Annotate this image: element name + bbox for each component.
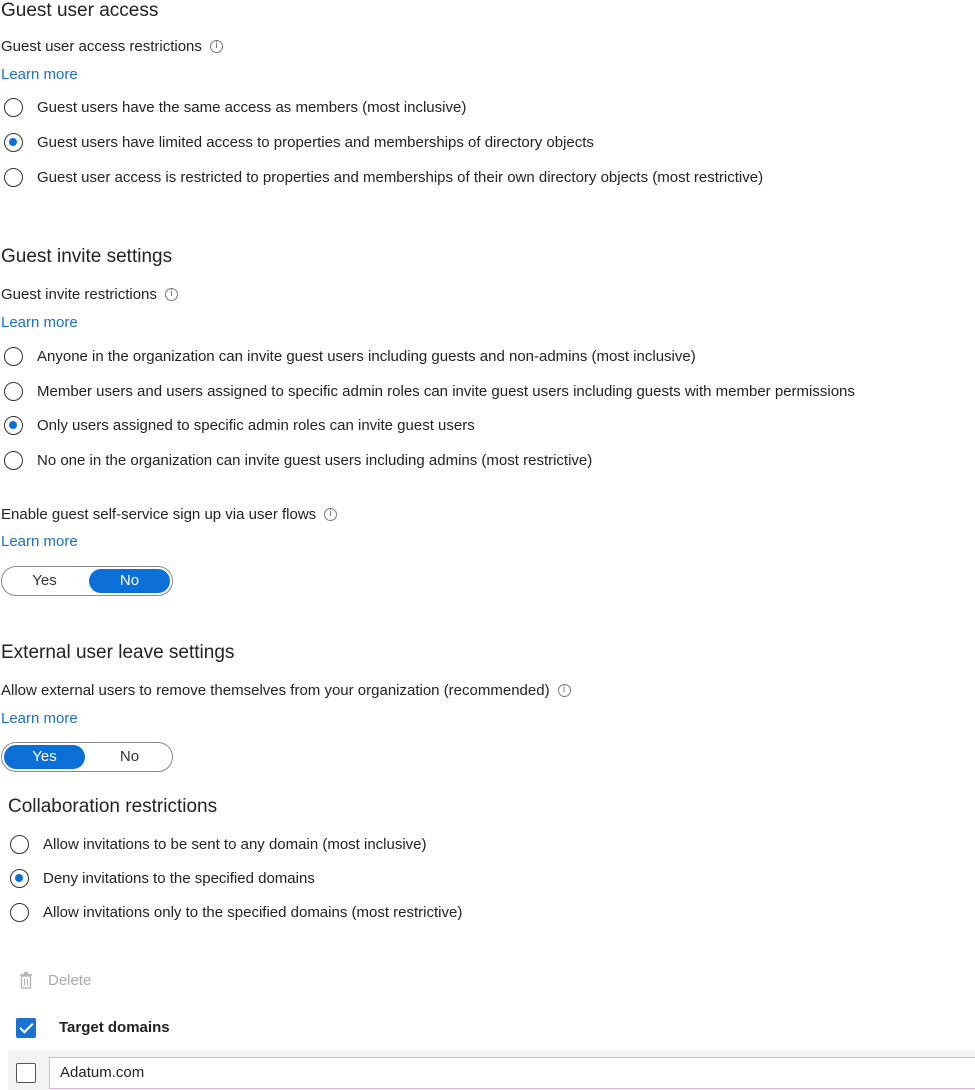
self-service-toggle-no[interactable]: No — [89, 569, 170, 593]
invite-restrictions-label — [1, 286, 178, 303]
self-service-label — [1, 506, 337, 523]
option-label: Guest user access is restricted to properties and memberships of their own directory objects (most restrictive) — [37, 169, 764, 186]
invite-option-2[interactable] — [4, 416, 475, 435]
radio-button[interactable] — [10, 903, 29, 922]
radio-button[interactable] — [4, 168, 23, 187]
guest-access-option-0[interactable] — [4, 98, 466, 117]
radio-button[interactable] — [4, 347, 23, 366]
collab-option-1[interactable] — [10, 869, 315, 888]
self-service-toggle[interactable] — [1, 566, 173, 596]
info-icon[interactable]: i — [210, 40, 223, 53]
leave-label-text: Allow external users to remove themselves from your organization (recommended) — [1, 682, 550, 699]
domain-input[interactable]: Adatum.com — [49, 1057, 975, 1089]
guest-access-restrictions-label — [1, 38, 223, 55]
self-service-learn-more-link[interactable]: Learn more — [1, 533, 78, 550]
collab-heading: Collaboration restrictions — [8, 796, 218, 817]
option-label: Allow invitations to be sent to any domain (most inclusive) — [43, 836, 427, 853]
leave-toggle-yes[interactable]: Yes — [4, 745, 85, 769]
target-domains-header: Target domains — [59, 1019, 170, 1036]
option-label: Guest users have limited access to properties and memberships of directory objects — [37, 134, 594, 151]
trash-icon — [19, 972, 33, 989]
option-label: Guest users have the same access as members (most inclusive) — [37, 99, 467, 116]
option-label: Only users assigned to specific admin roles can invite guest users — [37, 417, 475, 434]
invite-option-1[interactable] — [4, 382, 855, 401]
option-label: Allow invitations only to the specified domains (most restrictive) — [43, 904, 463, 921]
invite-option-3[interactable] — [4, 451, 592, 470]
option-label: Deny invitations to the specified domains — [43, 870, 315, 887]
invite-option-0[interactable] — [4, 347, 696, 366]
guest-access-heading: Guest user access — [1, 0, 159, 21]
radio-button-selected[interactable] — [10, 869, 29, 888]
collab-option-2[interactable] — [10, 903, 462, 922]
radio-button[interactable] — [10, 835, 29, 854]
radio-button[interactable] — [4, 382, 23, 401]
delete-button[interactable] — [19, 972, 91, 989]
radio-button-selected[interactable] — [4, 133, 23, 152]
collab-option-0[interactable] — [10, 835, 427, 854]
option-label: Anyone in the organization can invite guest users including guests and non-admins (most inclusive) — [37, 348, 696, 365]
info-icon[interactable]: i — [558, 684, 571, 697]
delete-label: Delete — [48, 972, 92, 989]
option-label: No one in the organization can invite guest users including admins (most restrictive) — [37, 452, 593, 469]
select-all-checkbox[interactable] — [16, 1018, 36, 1038]
info-icon[interactable]: i — [324, 508, 337, 521]
radio-button-selected[interactable] — [4, 416, 23, 435]
guest-access-option-1[interactable] — [4, 133, 594, 152]
radio-button[interactable] — [4, 451, 23, 470]
row-checkbox[interactable] — [16, 1063, 36, 1083]
leave-learn-more-link[interactable]: Learn more — [1, 710, 78, 727]
invite-restrictions-text: Guest invite restrictions — [1, 286, 157, 303]
guest-access-restrictions-text: Guest user access restrictions — [1, 38, 202, 55]
radio-button[interactable] — [4, 98, 23, 117]
info-icon[interactable]: i — [165, 288, 178, 301]
invite-settings-heading: Guest invite settings — [1, 246, 173, 267]
invite-learn-more-link[interactable]: Learn more — [1, 314, 78, 331]
guest-access-learn-more-link[interactable]: Learn more — [1, 66, 78, 83]
option-label: Member users and users assigned to specific admin roles can invite guest users including guests with member permissions — [37, 383, 855, 400]
self-service-toggle-yes[interactable]: Yes — [32, 572, 57, 589]
check-icon[interactable] — [16, 1018, 36, 1038]
leave-toggle[interactable] — [1, 742, 173, 772]
leave-toggle-no[interactable]: No — [119, 748, 140, 765]
guest-access-option-2[interactable] — [4, 168, 763, 187]
self-service-text: Enable guest self-service sign up via user flows — [1, 506, 317, 523]
leave-settings-heading: External user leave settings — [1, 642, 235, 663]
leave-label — [1, 682, 571, 699]
checkbox-icon[interactable] — [16, 1063, 36, 1083]
